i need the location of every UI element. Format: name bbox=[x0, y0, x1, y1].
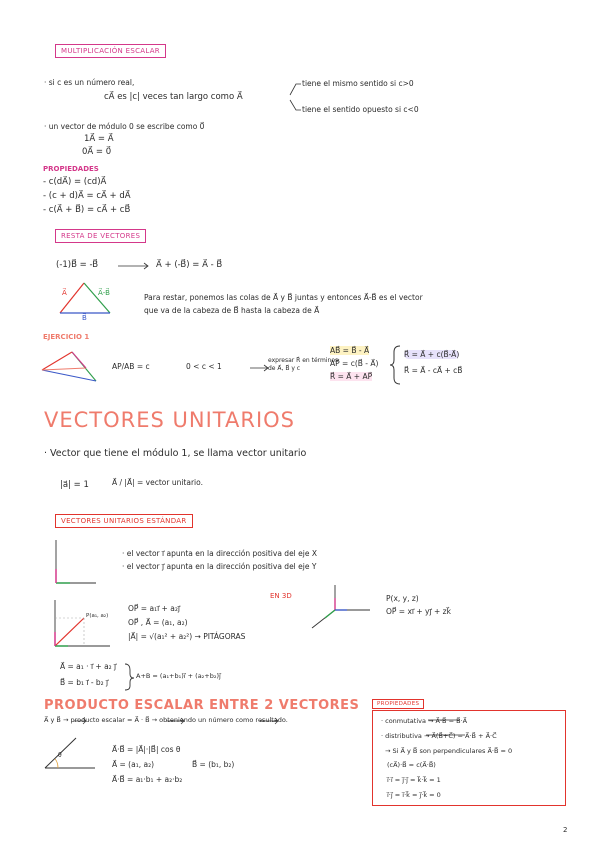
p2-3: → Si A⃗ y B⃗ son perpendiculares A⃗·B⃗ = 0 bbox=[385, 747, 513, 755]
tri-label-b: B⃗ bbox=[82, 314, 87, 322]
angle-diagram bbox=[45, 738, 95, 768]
p-label: P(a₁, a₂) bbox=[86, 613, 109, 619]
p2-2: · distributiva → A⃗(B⃗+C⃗) = A⃗·B⃗ + A⃗·C⃗ bbox=[381, 732, 497, 740]
axes-3d bbox=[312, 585, 370, 628]
tri-label-a: A⃗ bbox=[62, 289, 67, 297]
p2-6: i⃗·j⃗ = i⃗·k⃗ = j⃗·k⃗ = 0 bbox=[387, 791, 441, 799]
mult-line1: · si c es un número real, bbox=[44, 78, 135, 87]
unit-frac: A⃗ / |A⃗| = vector unitario. bbox=[112, 478, 203, 487]
std-j: · el vector j⃗ apunta en la dirección positiva del eje Y bbox=[122, 562, 317, 571]
sum2: B⃗ = b₁ i⃗ - b₂ j⃗ bbox=[60, 678, 109, 687]
sum1: A⃗ = a₁ · i⃗ + a₂ j⃗ bbox=[60, 662, 117, 671]
branch-up-line bbox=[290, 84, 301, 95]
std-i: · el vector i⃗ apunta en la dirección positiva del eje X bbox=[122, 549, 317, 558]
resta-expl2: que va de la cabeza de B⃗ hasta la cabeza de A⃗ bbox=[144, 306, 320, 315]
branch-down: tiene el sentido opuesto si c<0 bbox=[302, 105, 419, 114]
ej-step3: R⃗ = A⃗ + AP⃗ bbox=[330, 372, 373, 381]
heading-props2: PROPIEDADES bbox=[372, 699, 424, 709]
standard-axes bbox=[56, 540, 96, 583]
ej-note2: de A⃗, B⃗ y c bbox=[268, 365, 301, 372]
ej-ratio: AP/AB = c bbox=[112, 362, 150, 371]
op1: OP⃗ = a₁i⃗ + a₂j⃗ bbox=[128, 604, 180, 613]
p2-5: i⃗·i⃗ = j⃗·j⃗ = k⃗·k⃗ = 1 bbox=[387, 776, 441, 784]
mult-eq2: 0A⃗ = 0⃗ bbox=[82, 147, 112, 157]
ej-res2: R⃗ = A⃗ - cA⃗ + cB⃗ bbox=[404, 366, 463, 375]
mult-line3: · un vector de módulo 0 se escribe como 0⃗ bbox=[44, 122, 205, 131]
p2-4: (cA⃗)·B⃗ = c(A⃗·B⃗) bbox=[387, 761, 436, 769]
ejercicio-triangle bbox=[42, 352, 96, 381]
ej-step1: AB⃗ = B⃗ - A⃗ bbox=[330, 346, 370, 355]
prod-f1: A⃗·B⃗ = |A⃗|·|B⃗| cos θ bbox=[112, 745, 181, 754]
heading-mult: MULTIPLICACIÓN ESCALAR bbox=[55, 44, 166, 58]
prod-theta: θ bbox=[58, 752, 62, 759]
ej-step2: AP⃗ = c(B⃗ - A⃗) bbox=[330, 359, 379, 368]
op3: |A⃗| = √(a₁² + a₂²) → PITÁGORAS bbox=[128, 632, 246, 641]
resta-left: (-1)B⃗ = -B⃗ bbox=[56, 260, 99, 270]
page-number: 2 bbox=[563, 826, 568, 834]
resta-triangle bbox=[60, 283, 110, 313]
heading-estandar: VECTORES UNITARIOS ESTÁNDAR bbox=[55, 514, 193, 528]
op3d: OP⃗ = xi⃗ + yj⃗ + zk⃗ bbox=[386, 607, 451, 616]
p2-1: · conmutativa → A⃗·B⃗ = B⃗·A⃗ bbox=[381, 717, 468, 725]
mult-line2: cA⃗ es |c| veces tan largo como A⃗ bbox=[104, 92, 243, 102]
props2-box bbox=[372, 710, 566, 806]
p3-label: P(x, y, z) bbox=[386, 594, 419, 603]
resta-right: A⃗ + (-B⃗) = A⃗ - B⃗ bbox=[156, 260, 223, 270]
heading-unitarios: VECTORES UNITARIOS bbox=[44, 408, 295, 432]
resta-expl1: Para restar, ponemos las colas de A⃗ y B⃗ juntas y entonces A⃗-B⃗ es el vector bbox=[144, 293, 423, 302]
branch-down-line bbox=[290, 100, 301, 110]
prod-f2b: B⃗ = (b₁, b₂) bbox=[192, 760, 235, 769]
tri-label-amb: A⃗-B⃗ bbox=[98, 289, 110, 297]
unit-mod: |a⃗| = 1 bbox=[60, 480, 89, 490]
sum-res: A+B = (a₁+b₁)i⃗ + (a₂+b₂)j⃗ bbox=[136, 672, 221, 680]
prod-f2: A⃗ = (a₁, a₂) bbox=[112, 760, 155, 769]
prod-def: A⃗ y B⃗ → producto escalar = A⃗ · B⃗ → obteniendo un número como resultado. bbox=[44, 716, 288, 724]
prod-f3: A⃗·B⃗ = a₁·b₁ + a₂·b₂ bbox=[112, 775, 183, 784]
op2: OP⃗ , A⃗ = (a₁, a₂) bbox=[128, 618, 188, 627]
mult-eq1: 1A⃗ = A⃗ bbox=[84, 134, 114, 144]
unit-def: · Vector que tiene el módulo 1, se llama vector unitario bbox=[44, 448, 307, 459]
prop-b: - (c + d)A⃗ = cA⃗ + dA⃗ bbox=[43, 191, 131, 201]
heading-resta: RESTA DE VECTORES bbox=[55, 229, 146, 243]
ej-note1: expresar R⃗ en términos bbox=[268, 357, 339, 364]
prop-a: - c(dA⃗) = (cd)A⃗ bbox=[43, 177, 107, 187]
ej-cond: 0 < c < 1 bbox=[186, 362, 222, 371]
prop-c: - c(A⃗ + B⃗) = cA⃗ + cB⃗ bbox=[43, 205, 131, 215]
branch-up: tiene el mismo sentido si c>0 bbox=[302, 79, 414, 88]
heading-producto: PRODUCTO ESCALAR ENTRE 2 VECTORES bbox=[44, 698, 360, 713]
op-axes bbox=[55, 600, 110, 646]
heading-en3d: EN 3D bbox=[270, 592, 292, 600]
ej-res1: R⃗ = A⃗ + c(B⃗-A⃗) bbox=[404, 350, 460, 359]
heading-props1: PROPIEDADES bbox=[43, 165, 99, 173]
heading-ejercicio: EJERCICIO 1 bbox=[43, 333, 90, 341]
